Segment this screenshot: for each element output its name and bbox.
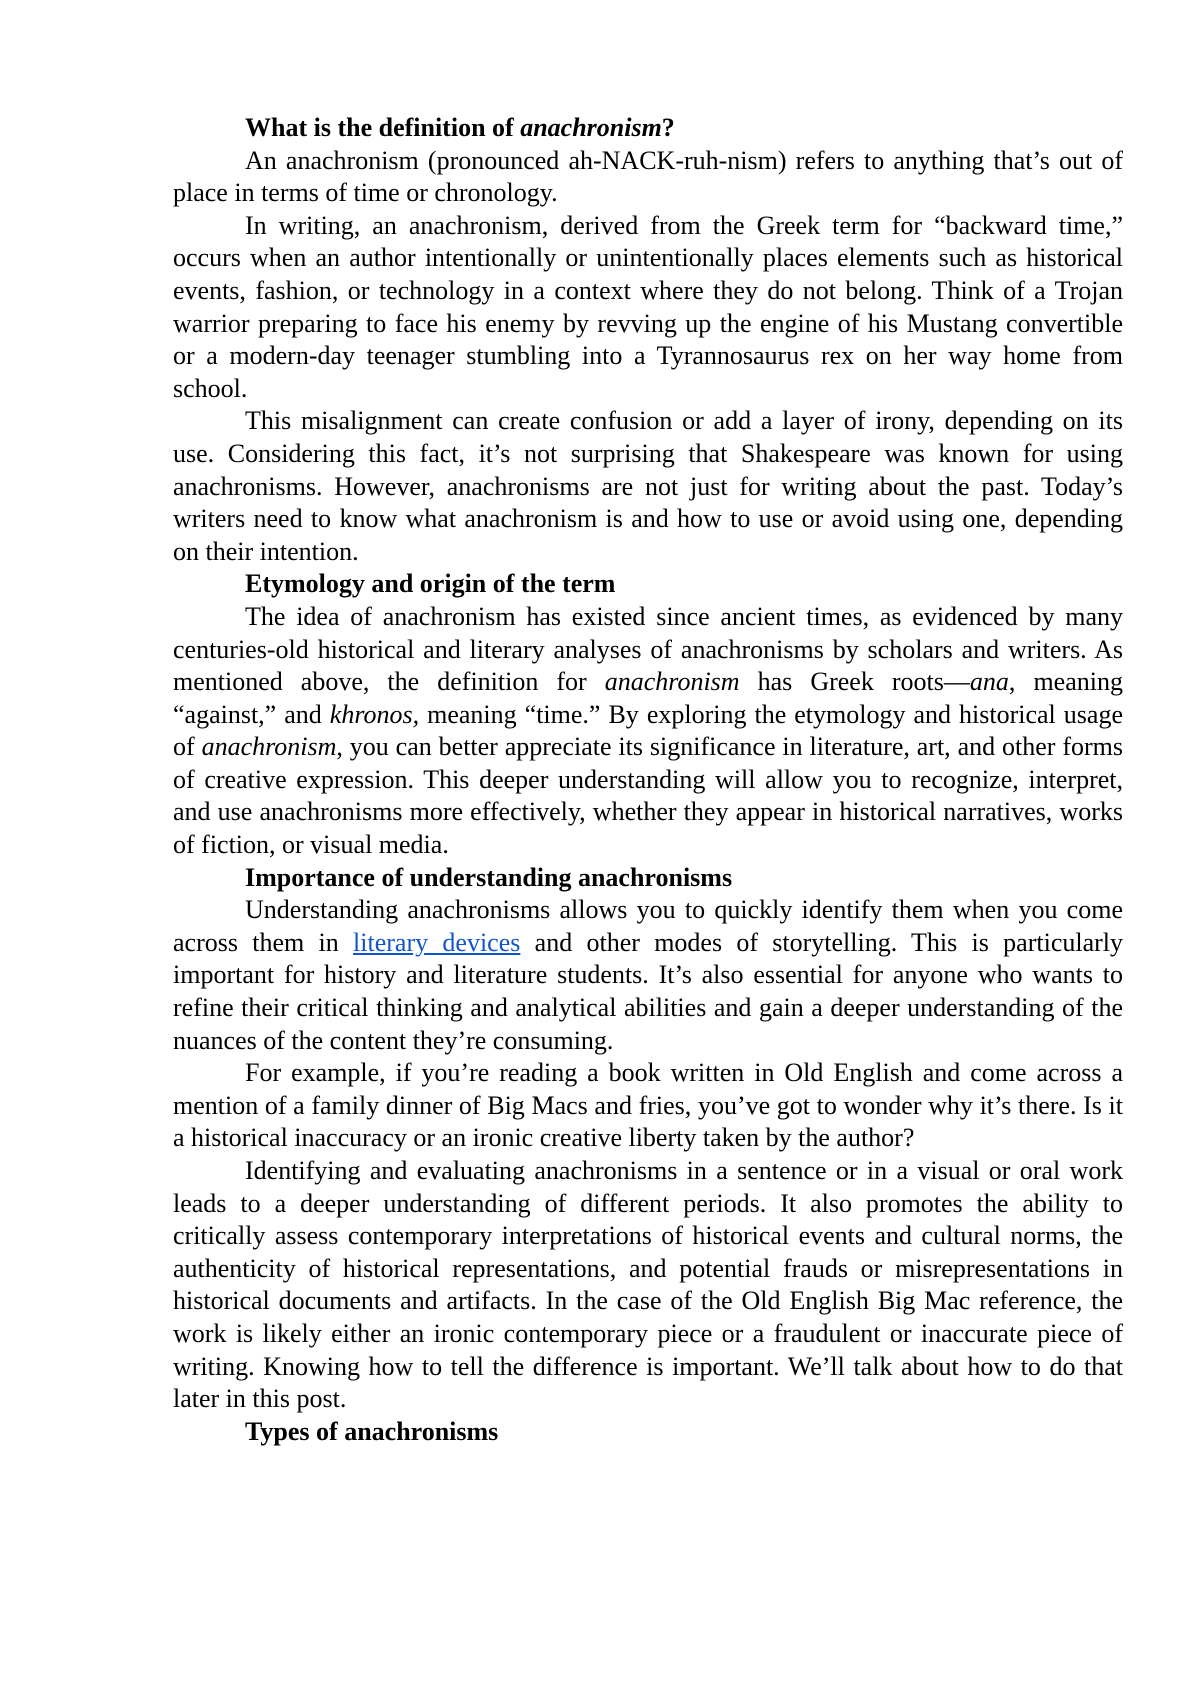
- italic-term: khronos,: [329, 699, 420, 729]
- paragraph-example: For example, if you’re reading a book written in Old English and come across a mention of a family dinner of Big Macs and fries, you’ve got to wonder why it’s there. Is it a historical inaccuracy or an ironic creative liberty taken by the author?: [173, 1058, 1123, 1153]
- text-run: The idea of anachronism has existed since ancient times, as evidenced by many centuries-old historical and literary analyses of anachronisms by scholars and writers. As mentioned above, the definition for: [173, 601, 1123, 697]
- paragraph-etymology: [173, 601, 1123, 862]
- paragraph-misalignment: This misalignment can create confusion or add a layer of irony, depending on its use. Considering this fact, it’s not surprising that Shakespeare was known for using anachronisms. However, anachronisms are not just for writing about the past. Today’s writers need to know what anachronism is and how to use or avoid using one, depending on their intention.: [173, 406, 1123, 566]
- section-heading-importance: Importance of understanding anachronisms: [245, 862, 733, 892]
- heading-suffix: ?: [661, 113, 675, 142]
- paragraph-identifying: Identifying and evaluating anachronisms in a sentence or in a visual or oral work leads to a deeper understanding of different periods. It also promotes the ability to critically assess contemporary interpretations of historical events and cultural norms, the authenticity of historical representations, and potential frauds or misrepresentations in historical documents and artifacts. In the case of the Old English Big Mac reference, the work is likely either an ironic contemporary piece or a fraudulent or inaccurate piece of writing. Knowing how to tell the difference is important. We’ll talk about how to do that later in this post.: [173, 1156, 1123, 1414]
- paragraph-definition: An anachronism (pronounced ah-NACK-ruh-nism) refers to anything that’s out of place in terms of time or chronology.: [173, 145, 1123, 208]
- italic-term: anachronism: [201, 732, 337, 762]
- text-run: meaning “time.” By exploring the etymology and historical usage of: [173, 699, 1123, 762]
- text-run: and other modes of storytelling. This is particularly important for history and literature students. It’s also essential for anyone who wants to refine their critical thinking and analytical abilities and gain a deeper understanding of the nuances of the content they’re consuming.: [173, 927, 1124, 1055]
- heading-term: anachronism: [520, 113, 662, 142]
- italic-term: anachronism: [604, 667, 740, 697]
- section-heading-etymology: Etymology and origin of the term: [245, 569, 616, 599]
- section-heading-definition: [173, 112, 1123, 145]
- text-run: , meaning “against,” and: [173, 667, 1123, 729]
- italic-term: ana: [969, 667, 1009, 697]
- text-run: Understanding anachronisms allows you to quickly identify them when you come across them in: [173, 895, 1123, 957]
- document-page: [173, 112, 1123, 1448]
- text-run: has Greek roots—: [739, 667, 970, 697]
- paragraph-writing: In writing, an anachronism, derived from the Greek term for “backward time,” occurs when an author intentionally or unintentionally places elements such as historical events, fashion, or technology in a context where they do not belong. Think of a Trojan warrior preparing to face his enemy by revving up the engine of his Mustang convertible or a modern-day teenager stumbling into a Tyrannosaurus rex on her way home from school.: [173, 210, 1123, 403]
- text-run: , you can better appreciate its significance in literature, art, and other forms of creative expression. This deeper understanding will allow you to recognize, interpret, and use anachronisms more effectively, whether they appear in historical narratives, works of fiction, or visual media.: [173, 732, 1123, 860]
- section-heading-types: Types of anachronisms: [245, 1416, 499, 1446]
- paragraph-importance: [173, 894, 1123, 1057]
- heading-prefix: What is the definition of: [245, 113, 521, 142]
- literary-devices-link[interactable]: literary devices: [353, 927, 521, 957]
